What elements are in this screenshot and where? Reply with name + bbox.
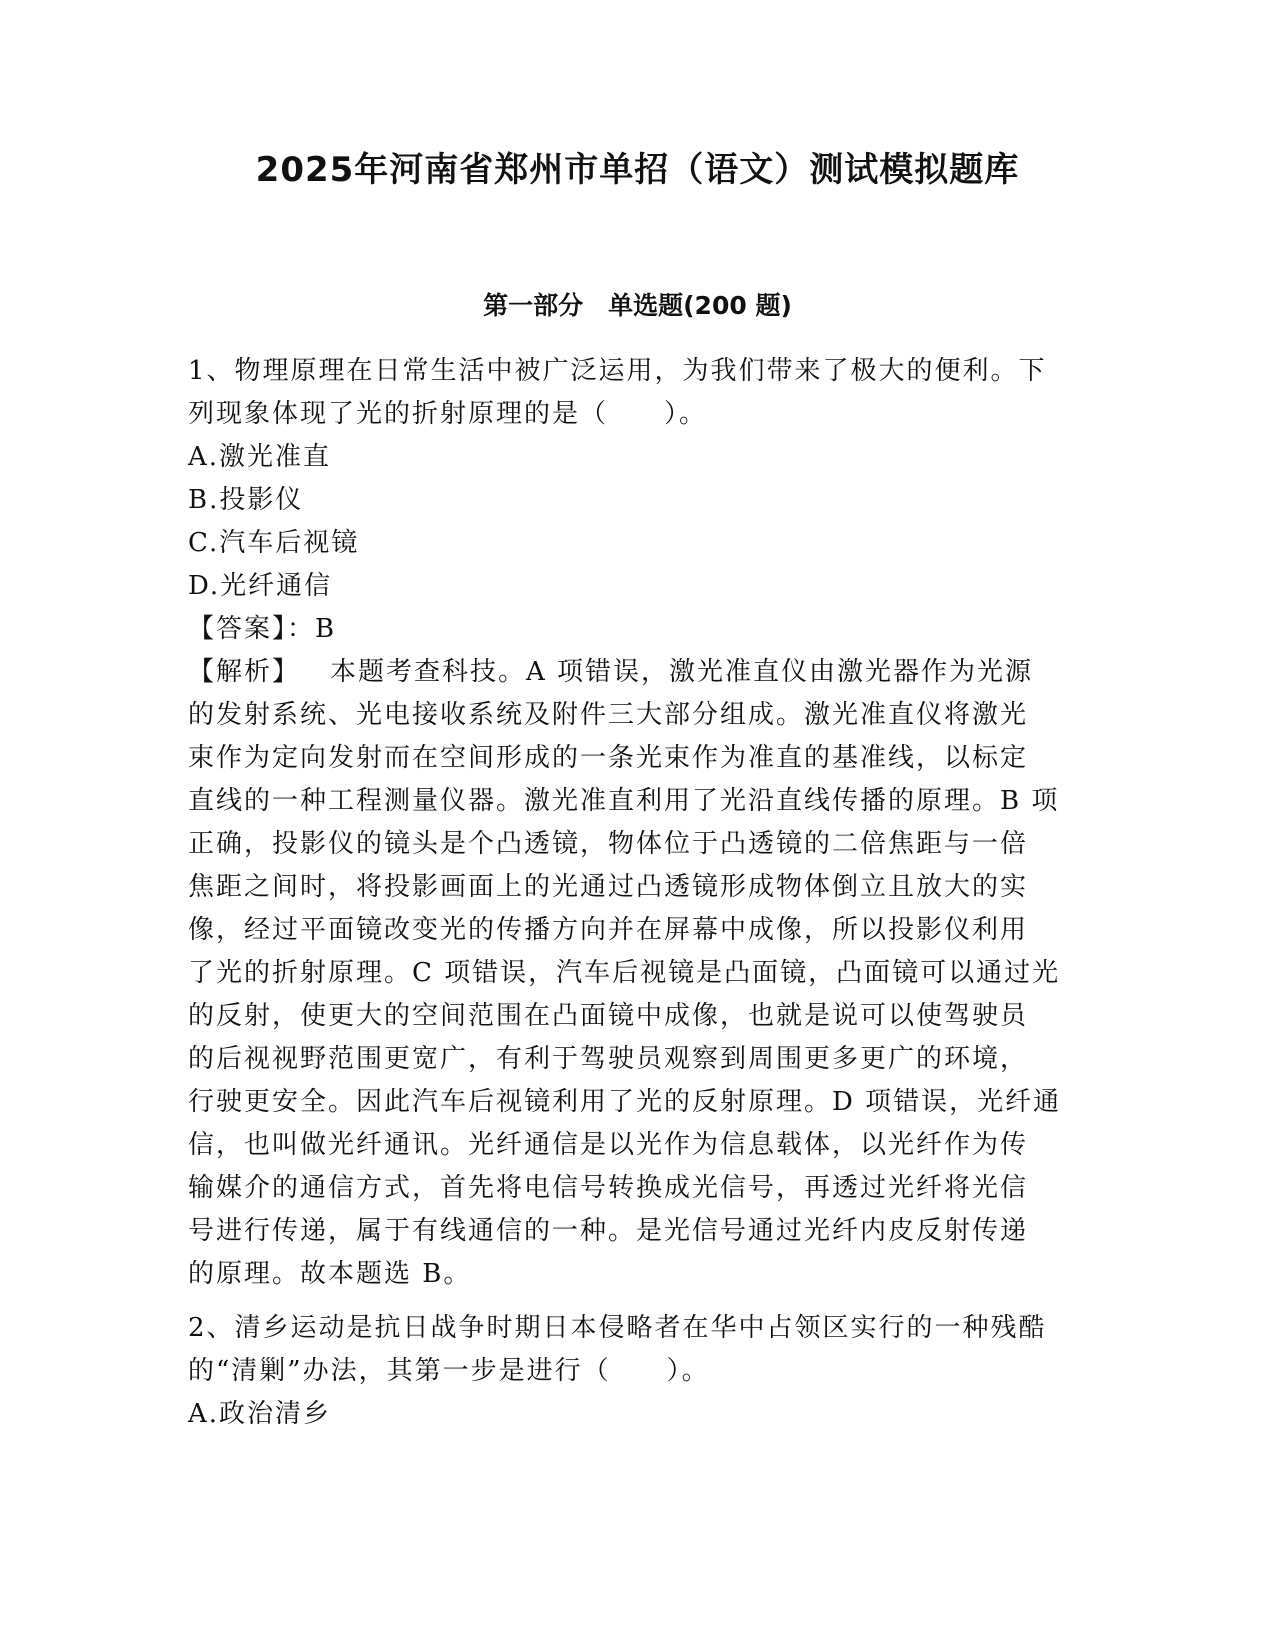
analysis-text: 本题考查科技。A 项错误，激光准直仪由激光器作为光源 [330,657,1034,687]
analysis-line: 像，经过平面镜改变光的传播方向并在屏幕中成像，所以投影仪利用 [188,915,1029,945]
stem-line: 1、物理原理在日常生活中被广泛运用，为我们带来了极大的便利。下 [188,356,1047,386]
stem-line: 列现象体现了光的折射原理的是（ ）。 [188,399,708,429]
answer-line: 【答案】：B [188,614,337,644]
analysis-line: 正确，投影仪的镜头是个凸透镜，物体位于凸透镜的二倍焦距与一倍 [188,829,1029,859]
analysis-line: 的后视视野范围更宽广，有利于驾驶员观察到周围更多更广的环境， [188,1044,1029,1074]
analysis-line: 了光的折射原理。C 项错误，汽车后视镜是凸面镜，凸面镜可以通过光 [188,958,1061,988]
option-d: D.光纤通信 [188,571,333,601]
question-stem [188,1307,1088,1393]
stem-line: 2、清乡运动是抗日战争时期日本侵略者在华中占领区实行的一种残酷 [188,1313,1047,1343]
question-2 [188,1307,1088,1436]
analysis-line: 束作为定向发射而在空间形成的一条光束作为准直的基准线，以标定 [188,743,1029,773]
analysis-line: 直线的一种工程测量仪器。激光准直利用了光沿直线传播的原理。B 项 [188,786,1060,816]
stem-line: 的“清剿”办法，其第一步是进行（ ）。 [188,1356,710,1386]
option-a: A.激光准直 [188,442,332,472]
document-title: 2025年河南省郑州市单招（语文）测试模拟题库 [255,150,1020,190]
option-b: B.投影仪 [188,485,304,515]
analysis-line: 行驶更安全。因此汽车后视镜利用了光的反射原理。D 项错误，光纤通 [188,1087,1062,1117]
analysis-label: 【解析】 [188,657,301,687]
question-stem [188,350,1088,436]
option-c: C.汽车后视镜 [188,528,360,558]
question-list [188,350,1088,1447]
analysis-line [188,651,1088,694]
analysis-line: 信，也叫做光纤通讯。光纤通信是以光作为信息载体，以光纤作为传 [188,1130,1029,1160]
section-heading: 第一部分 单选题(200 题) [483,291,792,320]
analysis-line: 焦距之间时，将投影画面上的光通过凸透镜形成物体倒立且放大的实 [188,872,1029,902]
analysis-line: 的反射，使更大的空间范围在凸面镜中成像，也就是说可以使驾驶员 [188,1001,1029,1031]
option-a: A.政治清乡 [188,1399,332,1429]
question-1 [188,350,1088,1296]
analysis-line: 的原理。故本题选 B。 [188,1259,472,1289]
analysis-line: 号进行传递，属于有线通信的一种。是光信号通过光纤内皮反射传递 [188,1216,1029,1246]
analysis-block [188,651,1088,1296]
analysis-line: 输媒介的通信方式，首先将电信号转换成光信号，再透过光纤将光信 [188,1173,1029,1203]
analysis-line: 的发射系统、光电接收系统及附件三大部分组成。激光准直仪将激光 [188,700,1029,730]
